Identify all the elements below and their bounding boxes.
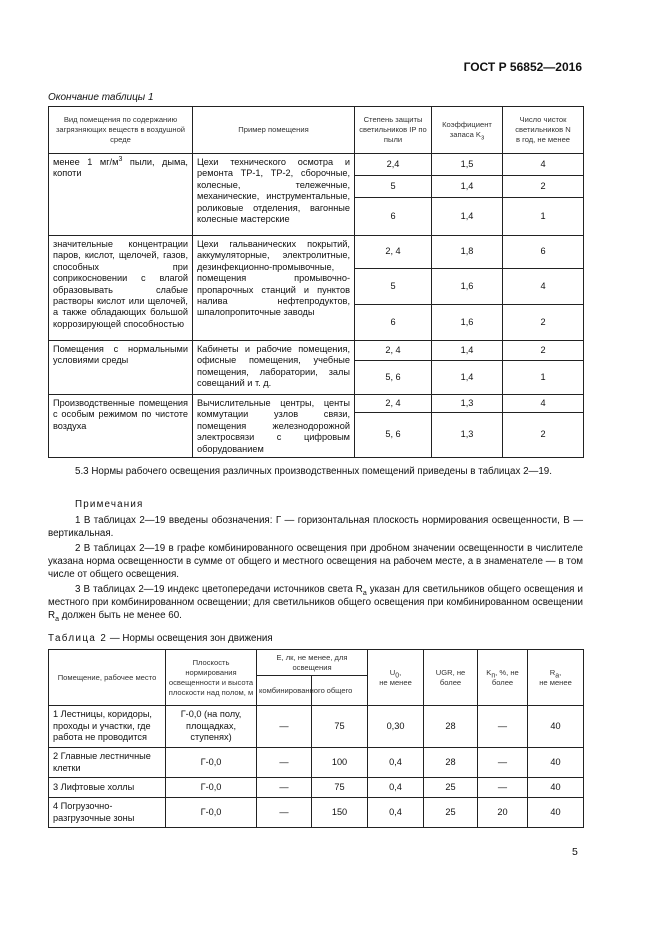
table2-header-ugr: UGR, не более — [424, 650, 478, 706]
general-cell: 75 — [312, 778, 368, 798]
u0-tail: не менее — [379, 677, 412, 687]
ugr-cell: 25 — [424, 778, 478, 798]
table1 — [48, 106, 584, 458]
cleanings-label: Число чисток светильников N — [515, 115, 571, 134]
example-cell: Кабинеты и рабочие помещения, офисные помещения, учебные помещения, лаборатории, залы совещаний и т. д. — [193, 341, 355, 395]
table1-caption: Окончание таблицы 1 — [48, 92, 154, 103]
room-type-cell: Помещения с нормальными условиями среды — [49, 341, 193, 395]
u0-cell: 0,4 — [368, 748, 424, 778]
ra-cell: 40 — [528, 748, 584, 778]
document-id: ГОСТ Р 56852—2016 — [463, 60, 582, 74]
table2-caption-text: — Нормы освещения зон движения — [107, 633, 273, 644]
general-cell: 100 — [312, 748, 368, 778]
table2-header-row — [49, 650, 584, 676]
subscript: a — [555, 672, 560, 680]
cleanings-cell: 4 — [503, 395, 584, 413]
ip-cell: 5 — [355, 269, 432, 305]
table1-header-kz — [432, 107, 503, 154]
cleanings-cell: 2 — [503, 413, 584, 458]
kz-cell: 1,3 — [432, 395, 503, 413]
cleanings-cell: 2 — [503, 305, 584, 341]
plane-cell: Г-0,0 — [166, 778, 257, 798]
ugr-cell: 28 — [424, 706, 478, 748]
u0-label: U — [389, 667, 396, 677]
ugr-cell: 28 — [424, 748, 478, 778]
cleanings-cell: 4 — [503, 154, 584, 176]
kp-cell: — — [478, 748, 528, 778]
kz-cell: 1,6 — [432, 305, 503, 341]
table2-header-general: общего — [312, 676, 368, 706]
plane-cell: Г-0,0 (на полу, площадках, ступенях) — [166, 706, 257, 748]
kz-cell: 1,4 — [432, 198, 503, 236]
table1-header-cleanings — [503, 107, 584, 154]
room-cell: 4 Погрузочно-разгрузочные зоны — [49, 798, 166, 828]
room-cell: 1 Лестницы, коридоры, проходы и участки, где работа не проводится — [49, 706, 166, 748]
note-3-text: должен быть не менее 60. — [58, 609, 182, 621]
note-3-text: указан для светильников общего освещения и местного при комбинированном освещении; для светильников общего освещения при комбинированном освещении R — [48, 584, 583, 621]
u0-cell: 0,4 — [368, 778, 424, 798]
table-row — [49, 395, 584, 413]
room-type-text: менее 1 мг/м — [53, 157, 119, 167]
kz-cell: 1,6 — [432, 269, 503, 305]
paragraph-5-3: 5.3 Нормы рабочего освещения различных производственных помещений приведены в таблицах 2—19. — [75, 466, 552, 477]
room-type-text: пыли, дыма, копоти — [53, 157, 188, 179]
kz-label: Коэффициент запаса K — [442, 120, 492, 139]
kp-label: K — [486, 667, 492, 677]
table1-header-room-type: Вид помещения по содержанию загрязняющих веществ в воздушной среде — [49, 107, 193, 154]
kp-cell: — — [478, 706, 528, 748]
table-row — [49, 154, 584, 176]
note-3-text: 3 В таблицах 2—19 индекс цветопередачи источников света R — [75, 584, 363, 595]
combined-cell: — — [257, 778, 312, 798]
kz-cell: 1,5 — [432, 154, 503, 176]
cleanings-cell: 4 — [503, 269, 584, 305]
subscript: 0 — [395, 672, 400, 680]
table2-header-kp — [478, 650, 528, 706]
ip-cell: 5, 6 — [355, 361, 432, 395]
u0-cell: 0,4 — [368, 798, 424, 828]
subscript: п — [491, 672, 496, 680]
example-cell: Цехи гальванических покрытий, аккумуляторные, электролитные, дезинфекционно-промывочные, помещения промывочно-пропарочных станций и пунктов налива нефтепродуктов, шпалопропиточные заводы — [193, 236, 355, 341]
note-1: 1 В таблицах 2—19 введены обозначения: Г — горизонтальная плоскость нормирования освещенности, В — вертикальная. — [48, 515, 583, 539]
kp-tail: , %, не более — [491, 667, 519, 687]
table-row — [49, 236, 584, 269]
ra-label: R — [549, 667, 556, 677]
ip-cell: 2, 4 — [355, 236, 432, 269]
table-row — [49, 798, 584, 828]
room-type-cell — [49, 154, 193, 236]
kz-subscript: з — [481, 134, 485, 142]
u0-cell: 0,30 — [368, 706, 424, 748]
ip-cell: 5, 6 — [355, 413, 432, 458]
ip-cell: 2, 4 — [355, 341, 432, 361]
kz-cell: 1,3 — [432, 413, 503, 458]
table2-caption — [48, 633, 273, 644]
ra-cell: 40 — [528, 798, 584, 828]
cleanings-cell: 2 — [503, 176, 584, 198]
table2-header-room: Помещение, рабочее место — [49, 650, 166, 706]
table2-header-ra: $R_a$, не менее — [528, 650, 584, 706]
table2 — [48, 649, 584, 828]
ra-cell: 40 — [528, 706, 584, 748]
table1-header-row — [49, 107, 584, 154]
table1-header-ip: Степень защиты светильников IP по пыли — [355, 107, 432, 154]
ra-cell: 40 — [528, 778, 584, 798]
kp-cell: — — [478, 778, 528, 798]
note-3 — [48, 584, 583, 622]
kz-cell: 1,8 — [432, 236, 503, 269]
kz-cell: 1,4 — [432, 361, 503, 395]
ip-cell: 5 — [355, 176, 432, 198]
table1-header-example: Пример помещения — [193, 107, 355, 154]
room-type-cell: значительные концентрации паров, кислот, щелочей, газов, способных при соприкосновении с влагой образовывать слабые растворы кислот или щелочей, а также обладающих большой коррозирующей способностью — [49, 236, 193, 341]
ip-cell: 2,4 — [355, 154, 432, 176]
room-cell: 2 Главные лестничные клетки — [49, 748, 166, 778]
cleanings-cell: 2 — [503, 341, 584, 361]
plane-cell: Г-0,0 — [166, 798, 257, 828]
table2-header-plane: Плоскость нормирования освещенности и высота плоскости над полом, м — [166, 650, 257, 706]
ip-cell: 6 — [355, 198, 432, 236]
cleanings-tail: в год, не менее — [515, 135, 571, 144]
combined-cell: — — [257, 748, 312, 778]
combined-cell: — — [257, 798, 312, 828]
table2-header-e: E, лк, не менее, для освещения — [257, 650, 368, 676]
kz-cell: 1,4 — [432, 176, 503, 198]
plane-cell: Г-0,0 — [166, 748, 257, 778]
table-row — [49, 778, 584, 798]
ip-cell: 2, 4 — [355, 395, 432, 413]
general-cell: 150 — [312, 798, 368, 828]
ra-tail: не менее — [539, 677, 572, 687]
cleanings-cell: 1 — [503, 198, 584, 236]
table-row — [49, 748, 584, 778]
kp-cell: 20 — [478, 798, 528, 828]
table-row — [49, 341, 584, 361]
room-type-cell: Производственные помещения с особым режимом по чистоте воздуха — [49, 395, 193, 458]
example-cell: Вычислительные центры, центы коммутации узлов связи, помещения железнодорожной электросвязи с цифровым оборудованием — [193, 395, 355, 458]
subscript: a — [362, 589, 367, 597]
cleanings-cell: 6 — [503, 236, 584, 269]
ugr-cell: 25 — [424, 798, 478, 828]
table2-header-combined: комбинированного — [257, 676, 312, 706]
note-2: 2 В таблицах 2—19 в графе комбинированного освещения при дробном значении освещенности в числителе указана норма освещенности в сумме от общего и местного освещения на рабочем месте, а в знаменателе — в том числе от общего освещения. — [48, 543, 583, 580]
table2-header-u0: $U_0$, не менее — [368, 650, 424, 706]
room-cell: 3 Лифтовые холлы — [49, 778, 166, 798]
notes-title: Примечания — [75, 499, 144, 510]
cleanings-cell: 1 — [503, 361, 584, 395]
general-cell: 75 — [312, 706, 368, 748]
table-row — [49, 706, 584, 748]
example-cell: Цехи технического осмотра и ремонта ТР-1, ТР-2, сборочные, колесные, тележечные, механические, инструментальные, роликовые отделения, вагонные колесные мастерские — [193, 154, 355, 236]
combined-cell: — — [257, 706, 312, 748]
kz-cell: 1,4 — [432, 341, 503, 361]
subscript: a — [55, 615, 59, 623]
table2-caption-label: Таблица 2 — [48, 633, 108, 644]
ip-cell: 6 — [355, 305, 432, 341]
superscript: 3 — [118, 155, 123, 163]
page-number: 5 — [572, 846, 578, 858]
